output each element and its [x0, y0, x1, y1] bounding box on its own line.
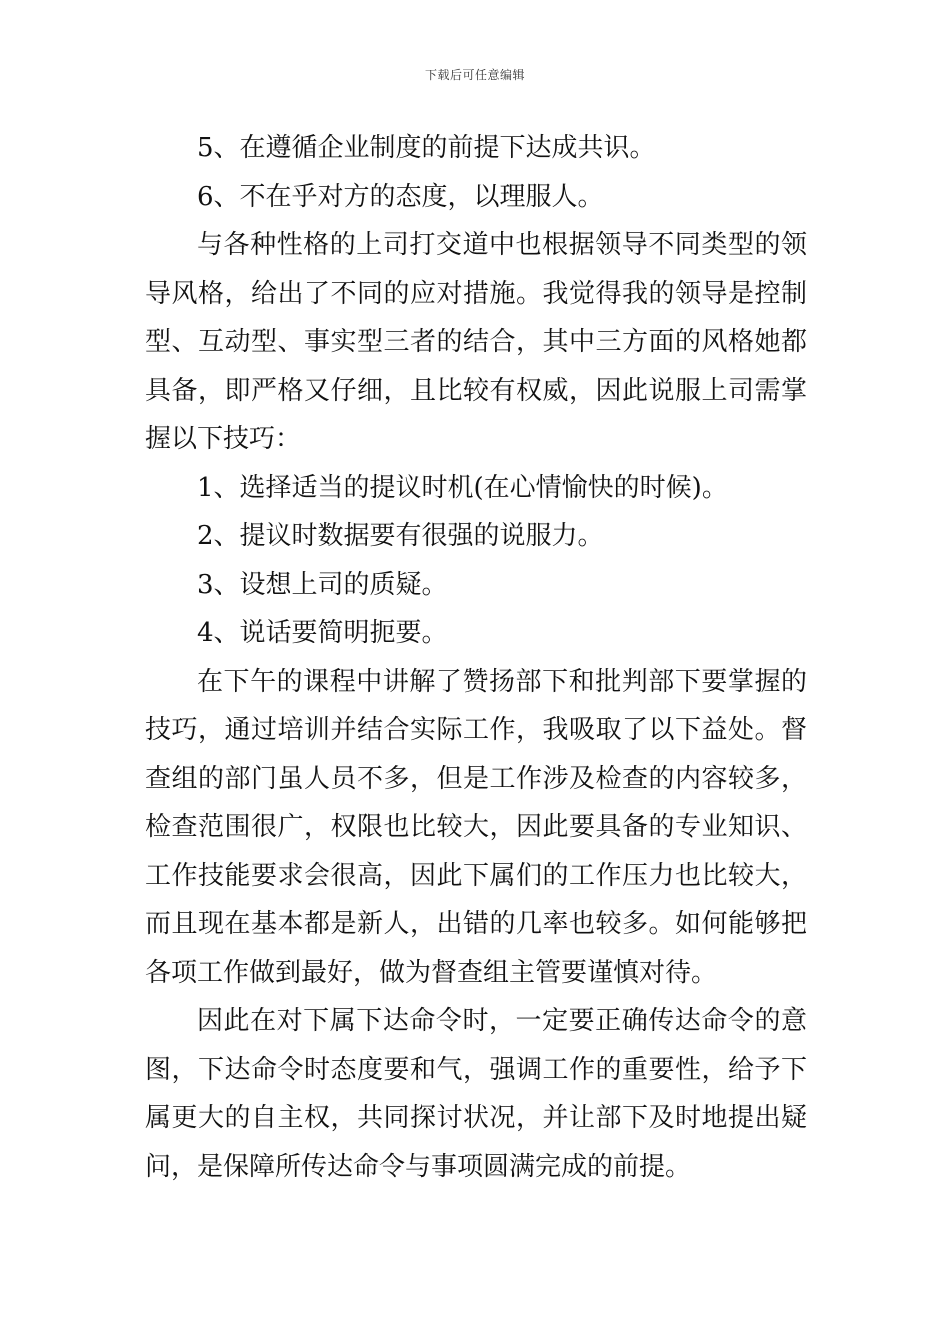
paragraph-issuing-orders: 因此在对下属下达命令时，一定要正确传达命令的意图，下达命令时态度要和气，强调工作的重要性，给予下属更大的自主权，共同探讨状况，并让部下及时地提出疑问，是保障所传达命令与事项圆满完成的前提。	[145, 1006, 807, 1182]
paragraph-tip-3: 3、设想上司的质疑。	[197, 569, 448, 600]
paragraph-afternoon-course: 在下午的课程中讲解了赞扬部下和批判部下要掌握的技巧，通过培训并结合实际工作，我吸取了以下益处。督查组的部门虽人员不多，但是工作涉及检查的内容较多，检查范围很广，权限也比较大，因此要具备的专业知识、工作技能要求会很高，因此下属们的工作压力也比较大，而且现在基本都是新人，出错的几率也较多。如何能够把各项工作做到最好，做为督查组主管要谨慎对待。	[145, 666, 807, 988]
header-note: 下载后可任意编辑	[424, 68, 525, 82]
paragraph-tip-2: 2、提议时数据要有很强的说服力。	[197, 521, 604, 551]
document-body	[145, 124, 807, 1191]
paragraph-tip-4: 4、说话要简明扼要。	[197, 618, 448, 648]
paragraph-leader-styles: 与各种性格的上司打交道中也根据领导不同类型的领导风格，给出了不同的应对措施。我觉得我的领导是控制型、互动型、事实型三者的结合，其中三方面的风格她都具备，即严格又仔细，且比较有权威，因此说服上司需掌握以下技巧：	[145, 230, 807, 454]
paragraph-tip-1: 1、选择适当的提议时机(在心情愉快的时候)。	[197, 472, 728, 503]
paragraph-item-5: 5、在遵循企业制度的前提下达成共识。	[197, 133, 656, 163]
paragraph-item-6: 6、不在乎对方的态度，以理服人。	[197, 181, 604, 212]
